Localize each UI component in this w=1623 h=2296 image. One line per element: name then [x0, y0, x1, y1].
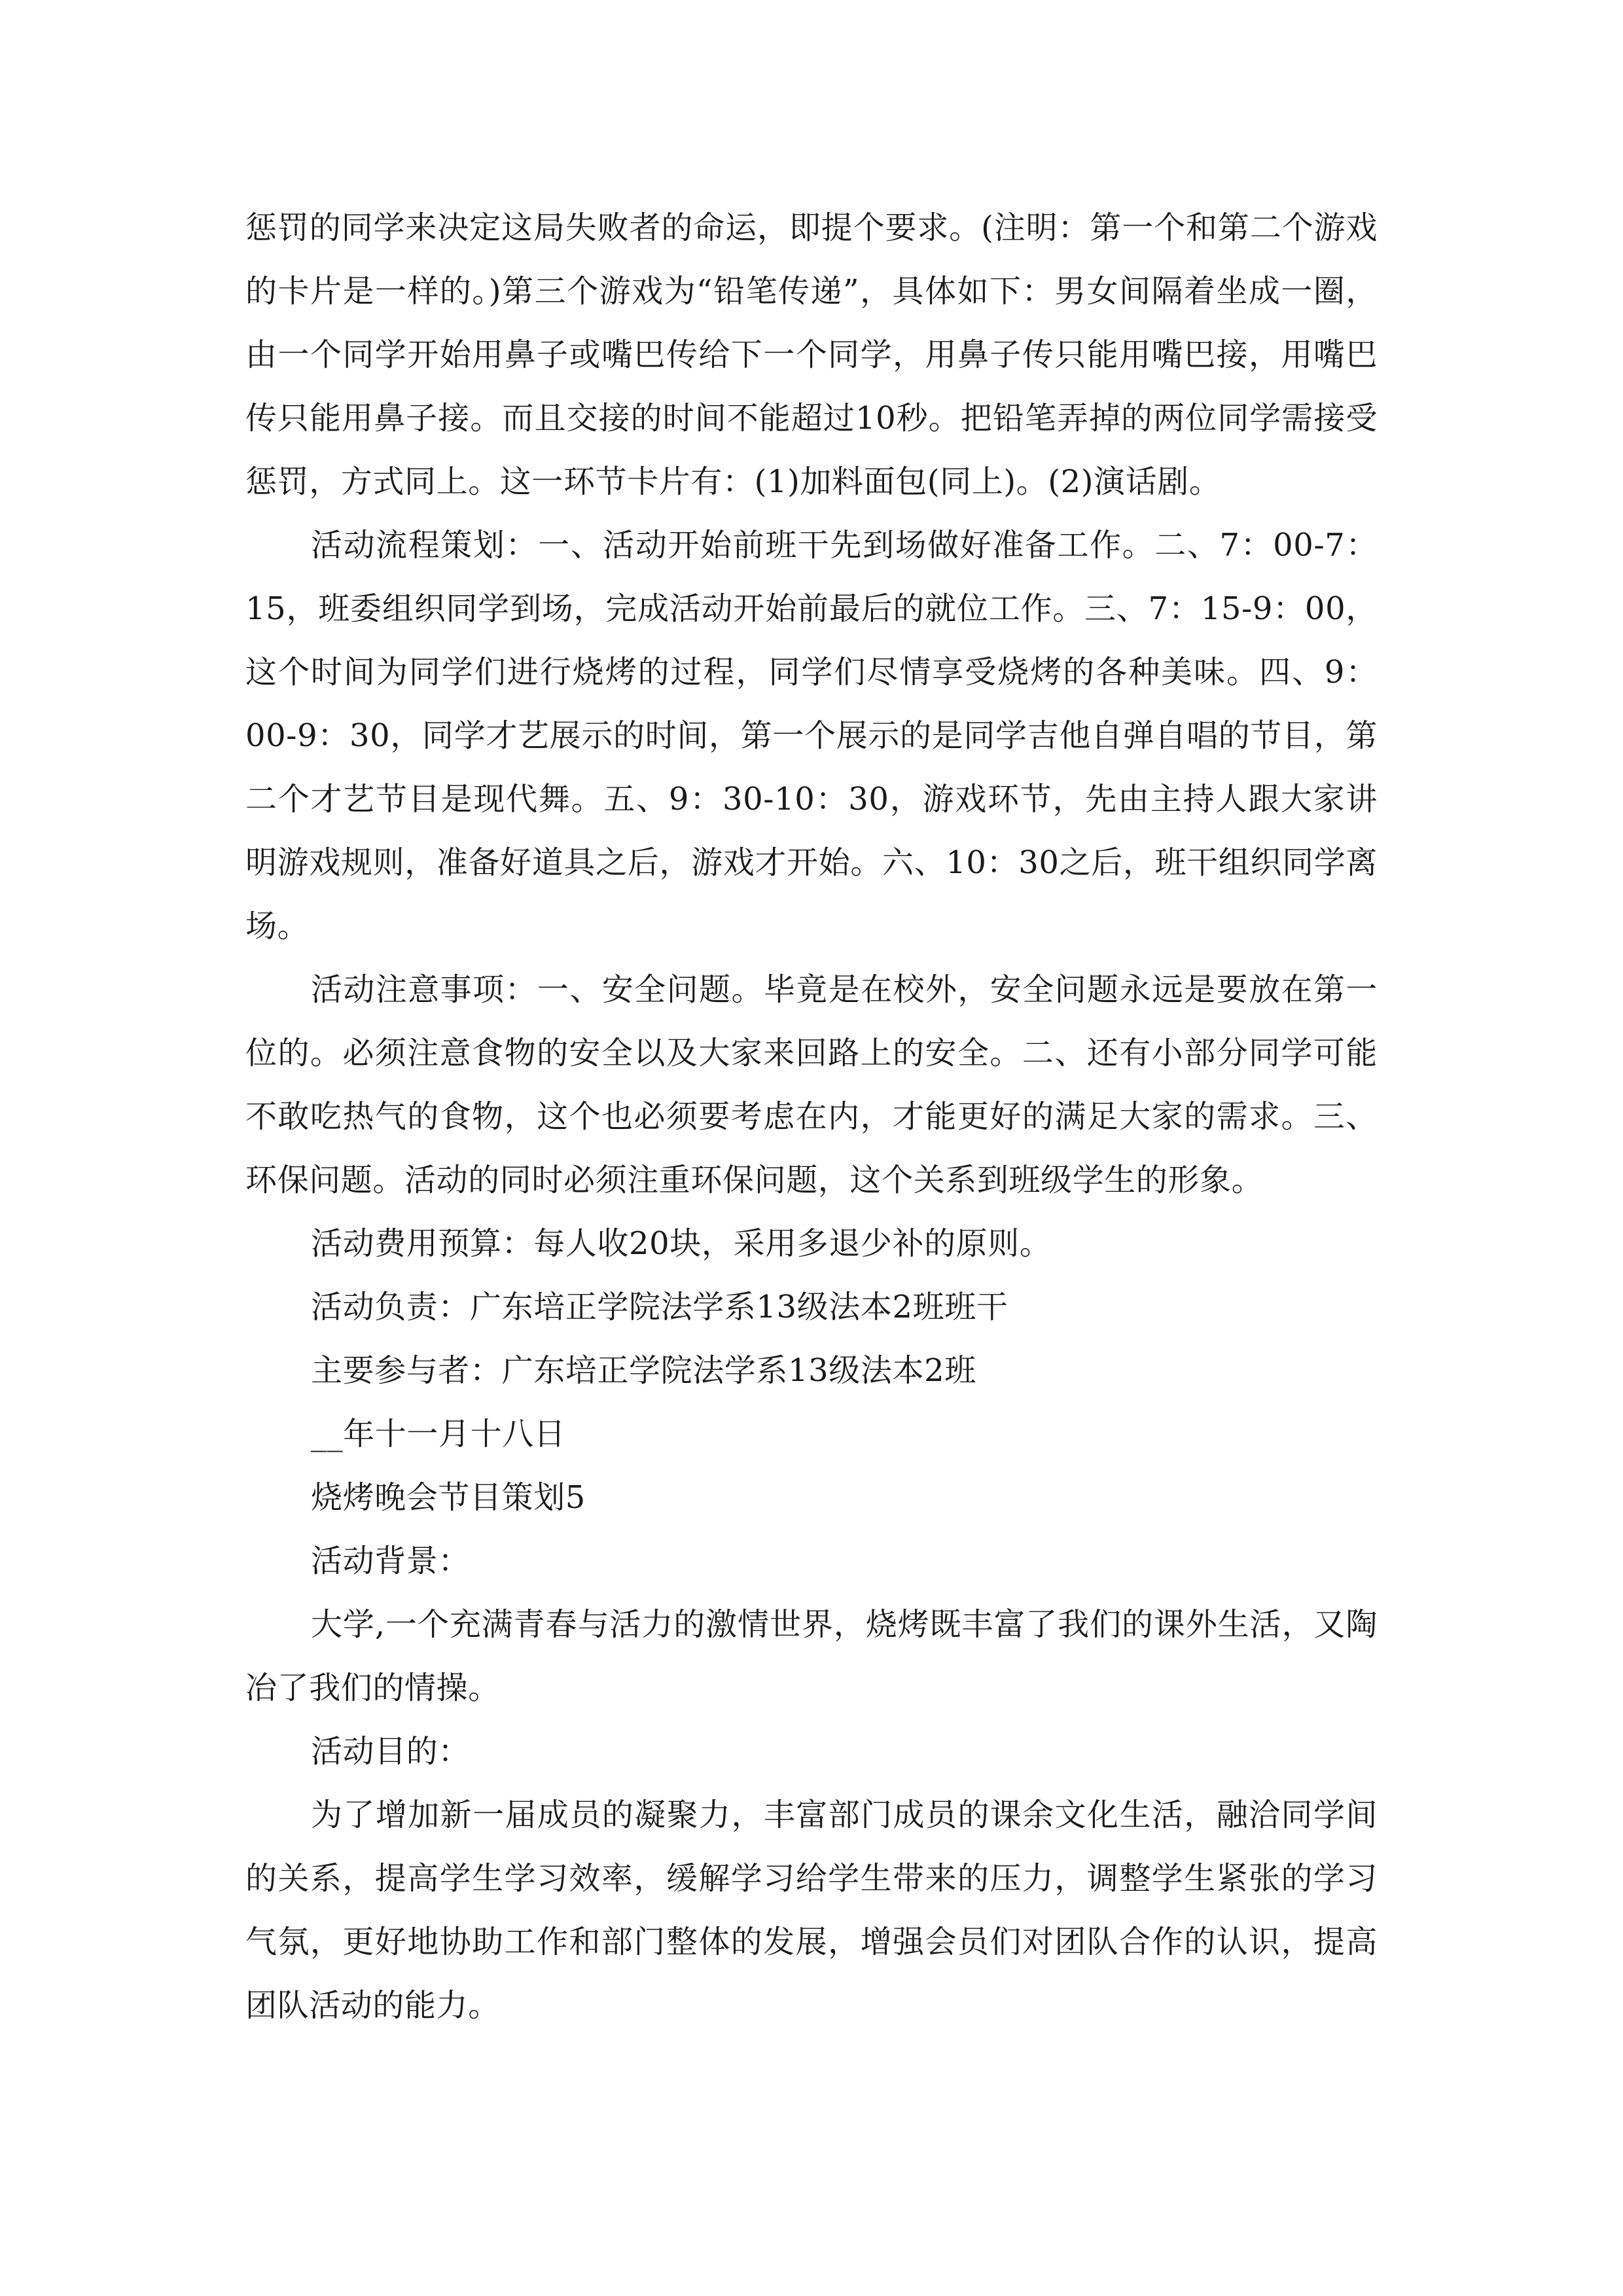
heading-purpose: 活动目的：	[311, 1733, 471, 1770]
heading-background: 活动背景：	[311, 1543, 471, 1579]
paragraph-activity-schedule: 活动流程策划：一、活动开始前班干先到场做好准备工作。二、7：00-7：15，班委组织同学到场，完成活动开始前最后的就位工作。三、7：15-9：00，这个时间为同学们进行烧烤的过程，同学们尽情享受烧烤的各种美味。四、9：00-9：30，同学才艺展示的时间，第一个展示的是同学吉他自弹自唱的节目，第二个才艺节目是现代舞。五、9：30-10：30，游戏环节，先由主持人跟大家讲明游戏规则，准备好道具之后，游戏才开始。六、10：30之后，班干组织同学离场。	[245, 527, 1378, 944]
paragraph-date: __年十一月十八日	[311, 1416, 566, 1452]
section-title: 烧烤晚会节目策划5	[311, 1479, 586, 1516]
paragraph-precautions: 活动注意事项：一、安全问题。毕竟是在校外，安全问题永远是要放在第一位的。必须注意食物的安全以及大家来回路上的安全。二、还有小部分同学可能不敢吃热气的食物，这个也必须要考虑在内，才能更好的满足大家的需求。三、环保问题。活动的同时必须注重环保问题，这个关系到班级学生的形象。	[245, 971, 1378, 1198]
paragraph-budget: 活动费用预算：每人收20块，采用多退少补的原则。	[311, 1225, 1052, 1262]
paragraph-game-rules: 惩罚的同学来决定这局失败者的命运，即提个要求。(注明：第一个和第二个游戏的卡片是一样的。)第三个游戏为“铅笔传递”，具体如下：男女间隔着坐成一圈，由一个同学开始用鼻子或嘴巴传给下一个同学，用鼻子传只能用嘴巴接，用嘴巴传只能用鼻子接。而且交接的时间不能超过10秒。把铅笔弄掉的两位同学需接受惩罚，方式同上。这一环节卡片有：(1)加料面包(同上)。(2)演话剧。	[245, 209, 1378, 500]
paragraph-organizer: 活动负责：广东培正学院法学系13级法本2班班干	[311, 1289, 1008, 1325]
paragraph-participants: 主要参与者：广东培正学院法学系13级法本2班	[311, 1352, 976, 1389]
paragraph-background: 大学,一个充满青春与活力的激情世界，烧烤既丰富了我们的课外生活，又陶冶了我们的情操。	[245, 1606, 1378, 1706]
paragraph-purpose: 为了增加新一届成员的凝聚力，丰富部门成员的课余文化生活，融洽同学间的关系，提高学生学习效率，缓解学习给学生带来的压力，调整学生紧张的学习气氛，更好地协助工作和部门整体的发展，增强会员们对团队合作的认识，提高团队活动的能力。	[245, 1797, 1378, 2024]
document-body	[245, 196, 1378, 2037]
